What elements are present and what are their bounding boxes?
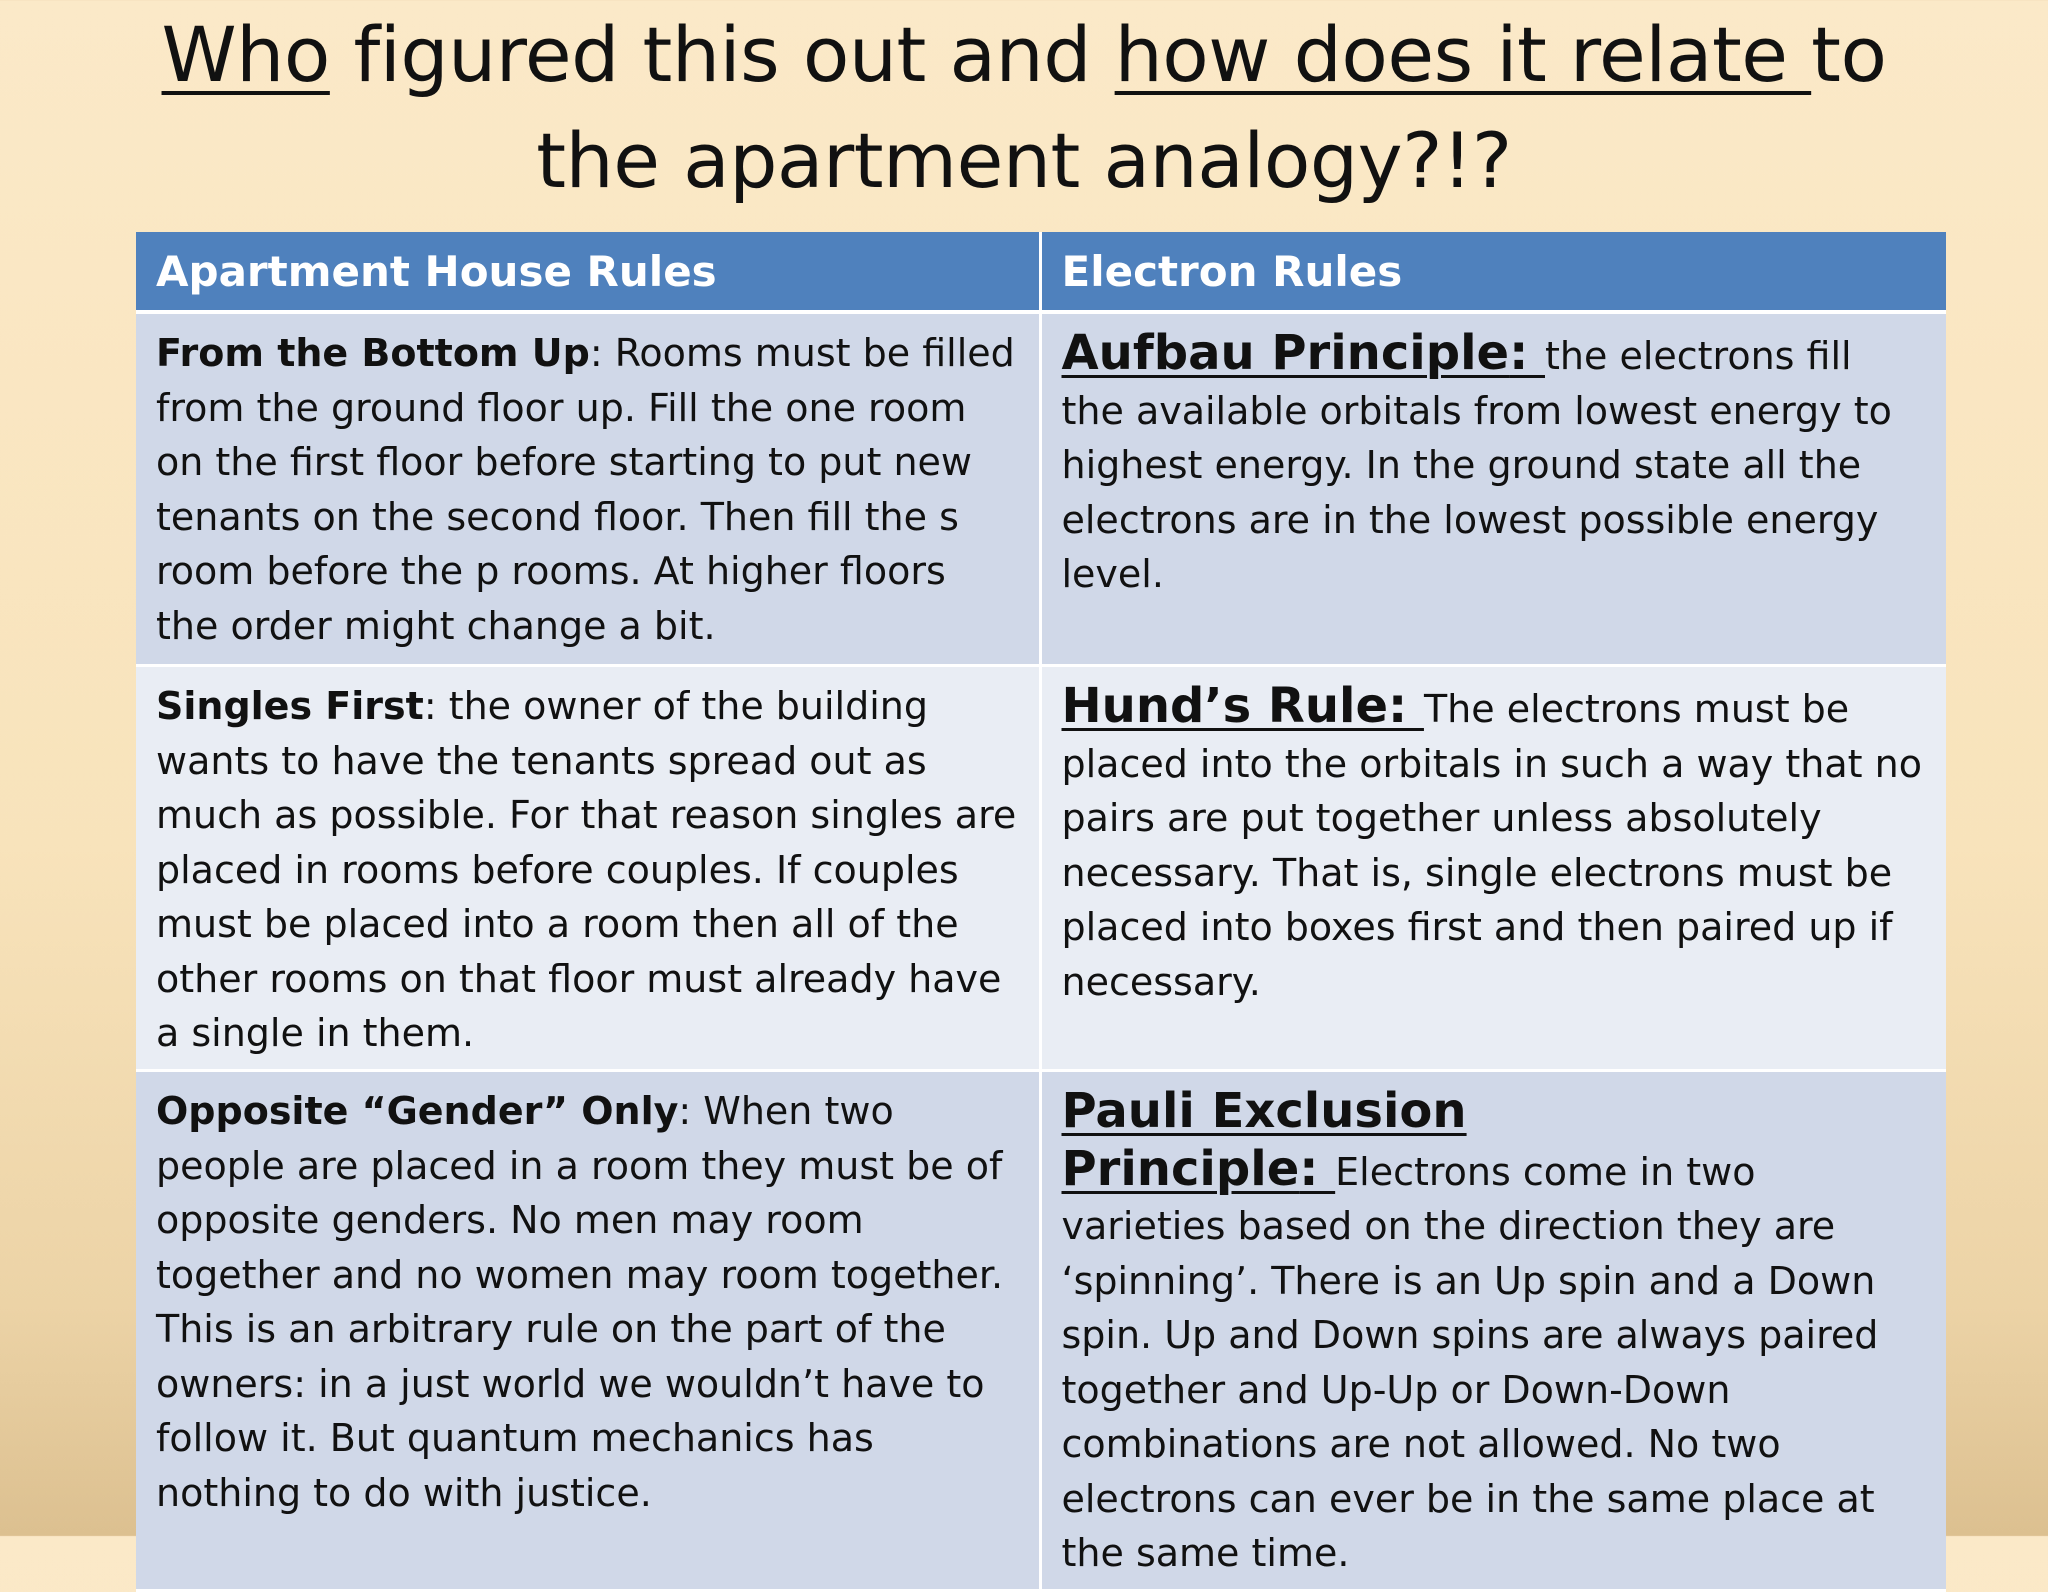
principle-term: Aufbau Principle <box>1061 325 1510 381</box>
title-text-to: to <box>1811 10 1887 99</box>
rule-text: : When two people are placed in a room they must be of opposite genders. No men may room together and no women may room together. This is an arbitrary rule on the part of the owners: in a just world we wouldn’t have to follow it. But quantum mechanics has nothing to do with justice. <box>156 1089 1004 1515</box>
title-underlined-who: Who <box>161 10 330 99</box>
rule-term: Singles First <box>156 684 424 728</box>
apartment-rule-cell <box>136 312 1040 666</box>
apartment-rule-cell <box>136 666 1040 1071</box>
rules-table <box>136 232 1946 1592</box>
table-header-row <box>136 232 1946 312</box>
principle-colon: : <box>1299 1140 1336 1197</box>
title-line-2: the apartment analogy?!? <box>536 116 1512 205</box>
principle-text: the electrons fill the available orbitals from lowest energy to highest energy. In the ground state all the electrons are in the lowest possible energy level. <box>1061 334 1892 596</box>
principle-text: Electrons come in two varieties based on the direction they are ‘spinning’. There is an Up spin and a Down spin. Up and Down spins are always paired together and Up-Up or Down-Down combinations are not allowed. No two electrons can ever be in the same place at the same time. <box>1061 1149 1879 1575</box>
rule-text: : Rooms must be filled from the ground floor up. Fill the one room on the first floor before starting to put new tenants on the second floor. Then fill the s room before the p rooms. At higher floors the order might change a bit. <box>156 331 1015 648</box>
title-underlined-how: how does it relate <box>1114 10 1812 99</box>
table-row <box>136 312 1946 666</box>
apartment-rule-cell <box>136 1071 1040 1591</box>
rule-text: : the owner of the building wants to have the tenants spread out as much as possible. For that reason singles are placed in rooms before couples. If couples must be placed into a room then all of the other rooms on that floor must already have a single in them. <box>156 684 1017 1055</box>
electron-rule-cell <box>1040 1071 1946 1591</box>
slide-title <box>0 0 2048 214</box>
header-apartment-rules: Apartment House Rules <box>136 232 1040 312</box>
electron-rule-cell <box>1040 312 1946 666</box>
title-line-1 <box>0 2 2048 108</box>
table-row <box>136 1071 1946 1591</box>
principle-term: Pauli Exclusion Principle <box>1061 1083 1467 1197</box>
principle-term: Hund’s Rule: <box>1061 678 1424 734</box>
table-row <box>136 666 1946 1071</box>
rule-term: From the Bottom Up <box>156 331 590 375</box>
electron-rule-cell <box>1040 666 1946 1071</box>
header-electron-rules: Electron Rules <box>1040 232 1946 312</box>
title-text: figured this out and <box>329 10 1115 99</box>
principle-colon: : <box>1509 325 1545 381</box>
principle-text: The electrons must be placed into the orbitals in such a way that no pairs are put together unless absolutely necessary. That is, single electrons must be placed into boxes first and then paired up if necessary. <box>1061 687 1922 1004</box>
rule-term: Opposite “Gender” Only <box>156 1089 679 1133</box>
